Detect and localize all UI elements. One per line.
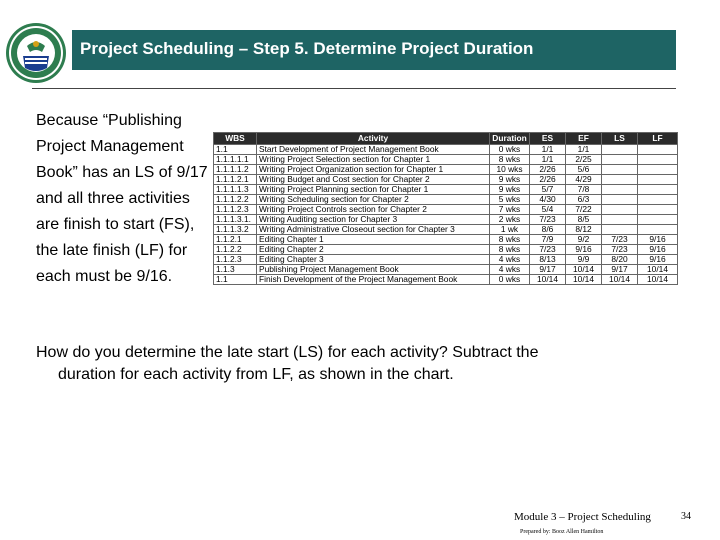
table-row — [214, 175, 678, 185]
table-row — [214, 165, 678, 175]
cell-activity: Writing Budget and Cost section for Chapter 2 — [257, 175, 490, 185]
cell-activity: Writing Administrative Closeout section for Chapter 3 — [257, 225, 490, 235]
title-bar — [72, 30, 676, 70]
table-row — [214, 255, 678, 265]
cell-duration: 5 wks — [490, 195, 530, 205]
cell-duration: 8 wks — [490, 235, 530, 245]
cell-duration: 4 wks — [490, 255, 530, 265]
cell-lf — [638, 195, 678, 205]
cell-es: 2/26 — [530, 165, 566, 175]
cell-es: 4/30 — [530, 195, 566, 205]
cell-lf — [638, 225, 678, 235]
cell-activity: Writing Auditing section for Chapter 3 — [257, 215, 490, 225]
cell-ef: 10/14 — [566, 275, 602, 285]
cell-activity: Writing Project Selection section for Chapter 1 — [257, 155, 490, 165]
cell-lf — [638, 185, 678, 195]
cell-lf: 9/16 — [638, 255, 678, 265]
page-number: 34 — [681, 511, 691, 522]
cell-duration: 0 wks — [490, 145, 530, 155]
table-row — [214, 265, 678, 275]
cell-duration: 10 wks — [490, 165, 530, 175]
cell-activity: Writing Project Planning section for Chapter 1 — [257, 185, 490, 195]
table-row — [214, 185, 678, 195]
cell-es: 8/6 — [530, 225, 566, 235]
cell-duration: 9 wks — [490, 185, 530, 195]
cell-ls: 7/23 — [602, 245, 638, 255]
cell-activity: Writing Project Controls section for Chapter 2 — [257, 205, 490, 215]
cell-wbs: 1.1 — [214, 145, 257, 155]
schedule-table — [213, 132, 678, 285]
cell-wbs: 1.1.3 — [214, 265, 257, 275]
cell-es: 1/1 — [530, 145, 566, 155]
cell-ef: 4/29 — [566, 175, 602, 185]
cell-es: 2/26 — [530, 175, 566, 185]
cell-es: 8/13 — [530, 255, 566, 265]
cell-activity: Publishing Project Management Book — [257, 265, 490, 275]
question-line-2: duration for each activity from LF, as shown in the chart. — [58, 366, 454, 383]
cell-lf — [638, 155, 678, 165]
cell-ls — [602, 175, 638, 185]
cell-lf: 10/14 — [638, 275, 678, 285]
cell-ls — [602, 155, 638, 165]
column-header-activity: Activity — [257, 133, 490, 145]
cell-wbs: 1.1.1.2.2 — [214, 195, 257, 205]
question-line-1: How do you determine the late start (LS) for each activity? Subtract the — [36, 344, 539, 361]
cell-wbs: 1.1.1.3.1. — [214, 215, 257, 225]
table-row — [214, 245, 678, 255]
cell-lf — [638, 165, 678, 175]
cell-lf — [638, 215, 678, 225]
cell-ef: 7/8 — [566, 185, 602, 195]
table-row — [214, 225, 678, 235]
column-header-ls: LS — [602, 133, 638, 145]
cell-duration: 8 wks — [490, 245, 530, 255]
cell-ef: 8/5 — [566, 215, 602, 225]
column-header-duration: Duration — [490, 133, 530, 145]
cell-wbs: 1.1.1.1.1 — [214, 155, 257, 165]
cell-ls — [602, 215, 638, 225]
cell-ef: 9/16 — [566, 245, 602, 255]
cell-ls: 7/23 — [602, 235, 638, 245]
cell-lf — [638, 205, 678, 215]
cell-wbs: 1.1.2.2 — [214, 245, 257, 255]
cell-duration: 4 wks — [490, 265, 530, 275]
table-row — [214, 215, 678, 225]
cell-es: 5/7 — [530, 185, 566, 195]
cell-ls: 8/20 — [602, 255, 638, 265]
cell-duration: 7 wks — [490, 205, 530, 215]
table-header-row — [214, 133, 678, 145]
cell-activity: Editing Chapter 3 — [257, 255, 490, 265]
cell-lf: 9/16 — [638, 245, 678, 255]
table-row — [214, 275, 678, 285]
cell-ef: 2/25 — [566, 155, 602, 165]
table-row — [214, 155, 678, 165]
cell-activity: Start Development of Project Management Book — [257, 145, 490, 155]
title-divider — [32, 88, 676, 89]
cell-ef: 10/14 — [566, 265, 602, 275]
cell-es: 7/23 — [530, 215, 566, 225]
cell-ef: 9/2 — [566, 235, 602, 245]
cell-activity: Finish Development of the Project Management Book — [257, 275, 490, 285]
cell-es: 7/9 — [530, 235, 566, 245]
cell-lf — [638, 175, 678, 185]
cell-lf — [638, 145, 678, 155]
cell-es: 7/23 — [530, 245, 566, 255]
cell-ls — [602, 165, 638, 175]
column-header-ef: EF — [566, 133, 602, 145]
cell-ef: 9/9 — [566, 255, 602, 265]
cell-ls: 10/14 — [602, 275, 638, 285]
cell-wbs: 1.1.1.2.1 — [214, 175, 257, 185]
cell-ls — [602, 225, 638, 235]
cell-ef: 1/1 — [566, 145, 602, 155]
cell-wbs: 1.1.1.1.2 — [214, 165, 257, 175]
cell-wbs: 1.1.1.2.3 — [214, 205, 257, 215]
table-row — [214, 235, 678, 245]
cell-ls — [602, 195, 638, 205]
cell-es: 9/17 — [530, 265, 566, 275]
cell-activity: Editing Chapter 1 — [257, 235, 490, 245]
table-row — [214, 205, 678, 215]
cell-ef: 8/12 — [566, 225, 602, 235]
cell-wbs: 1.1.2.1 — [214, 235, 257, 245]
cell-duration: 9 wks — [490, 175, 530, 185]
cell-ef: 6/3 — [566, 195, 602, 205]
question-paragraph — [36, 342, 636, 386]
footer-prepared-by: Prepared by: Booz Allen Hamilton — [520, 529, 604, 535]
table-row — [214, 145, 678, 155]
doe-seal-logo — [5, 22, 67, 84]
cell-wbs: 1.1 — [214, 275, 257, 285]
cell-wbs: 1.1.2.3 — [214, 255, 257, 265]
cell-duration: 2 wks — [490, 215, 530, 225]
cell-wbs: 1.1.1.1.3 — [214, 185, 257, 195]
footer-module-label: Module 3 – Project Scheduling — [514, 511, 651, 523]
cell-activity: Writing Project Organization section for Chapter 1 — [257, 165, 490, 175]
cell-es: 1/1 — [530, 155, 566, 165]
cell-lf: 10/14 — [638, 265, 678, 275]
cell-duration: 8 wks — [490, 155, 530, 165]
cell-ls — [602, 145, 638, 155]
column-header-wbs: WBS — [214, 133, 257, 145]
table-row — [214, 195, 678, 205]
column-header-lf: LF — [638, 133, 678, 145]
cell-duration: 0 wks — [490, 275, 530, 285]
column-header-es: ES — [530, 133, 566, 145]
page-title: Project Scheduling – Step 5. Determine Project Duration — [80, 39, 534, 58]
cell-wbs: 1.1.1.3.2 — [214, 225, 257, 235]
cell-duration: 1 wk — [490, 225, 530, 235]
cell-ls: 9/17 — [602, 265, 638, 275]
cell-ls — [602, 185, 638, 195]
cell-activity: Editing Chapter 2 — [257, 245, 490, 255]
cell-ls — [602, 205, 638, 215]
cell-ef: 5/6 — [566, 165, 602, 175]
cell-activity: Writing Scheduling section for Chapter 2 — [257, 195, 490, 205]
cell-ef: 7/22 — [566, 205, 602, 215]
intro-paragraph: Because “Publishing Project Management Book” has an LS of 9/17 and all three activities are finish to start (FS), the late finish (LF) for each must be 9/16. — [36, 112, 208, 285]
cell-es: 10/14 — [530, 275, 566, 285]
cell-es: 5/4 — [530, 205, 566, 215]
cell-lf: 9/16 — [638, 235, 678, 245]
